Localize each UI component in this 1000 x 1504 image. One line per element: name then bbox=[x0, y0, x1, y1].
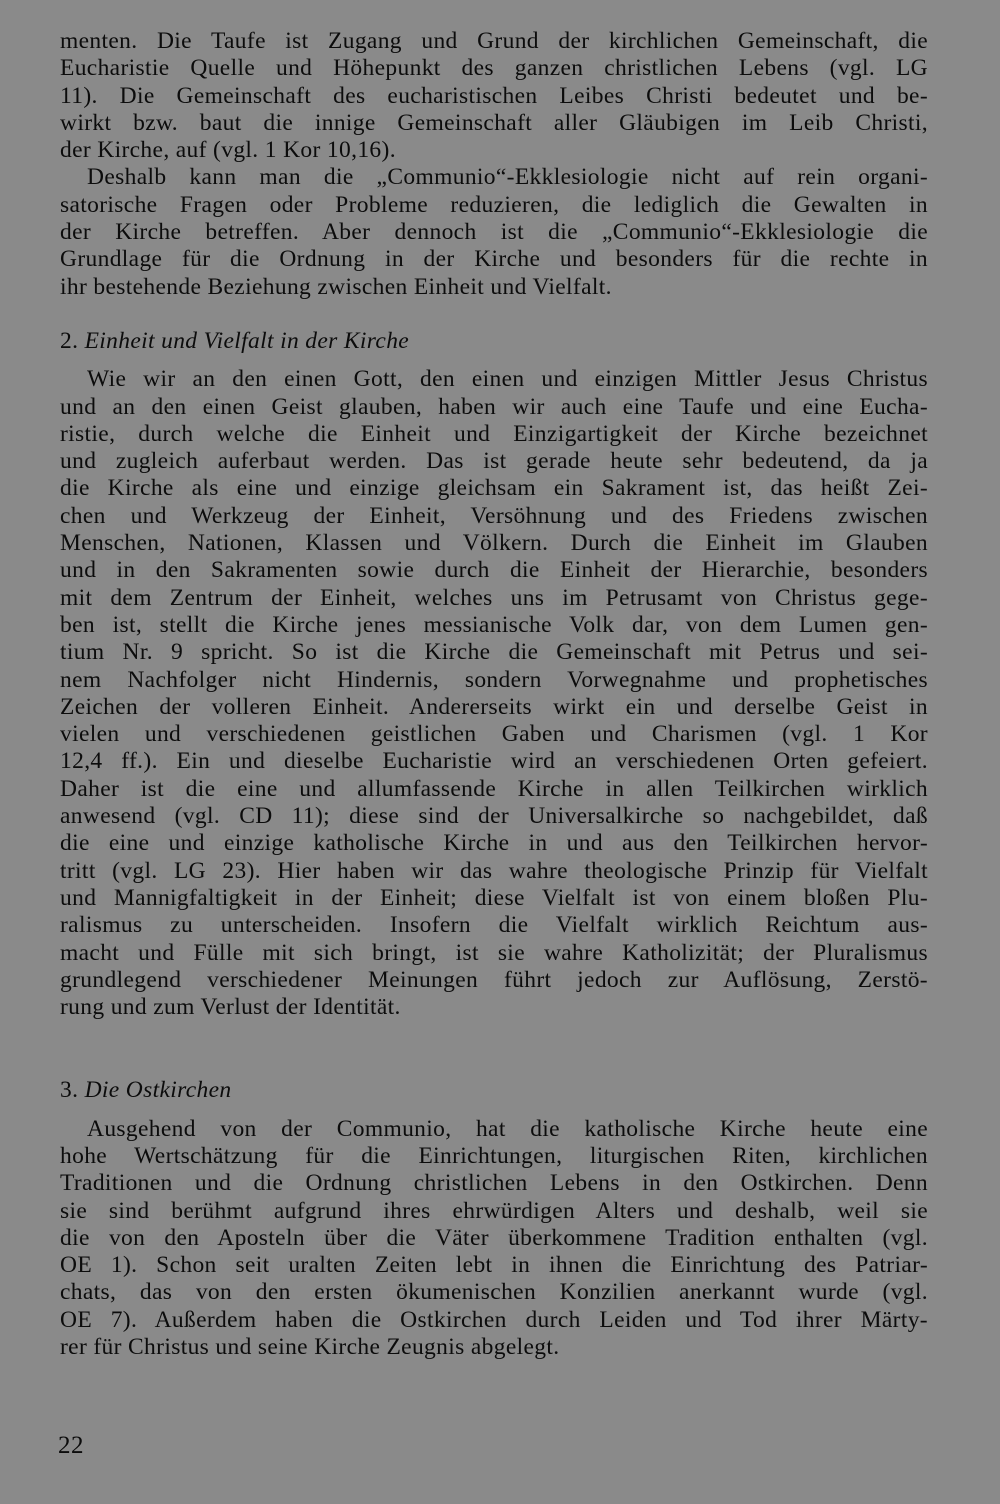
section-gap bbox=[60, 1021, 928, 1077]
intro-paragraph-2 bbox=[60, 164, 928, 300]
section-title: Einheit und Vielfalt in der Kirche bbox=[84, 327, 410, 354]
text-line: sie sind berühmt aufgrund ihres ehrwürdigen Alters und deshalb, weil sie bbox=[60, 1197, 928, 1224]
text-line: Zeichen der volleren Einheit. Andererseits wirkt ein und derselbe Geist in bbox=[60, 693, 928, 720]
section-number: 2. bbox=[60, 327, 79, 354]
text-line: vielen und verschiedenen geistlichen Gaben und Charismen (vgl. 1 Kor bbox=[60, 721, 928, 748]
text-line: der Kirche betreffen. Aber dennoch ist die „Communio“-Ekklesiologie die bbox=[60, 219, 928, 246]
text-line: Ausgehend von der Communio, hat die katholische Kirche heute eine bbox=[87, 1115, 928, 1142]
text-line: mit dem Zentrum der Einheit, welches uns im Petrusamt von Christus gege- bbox=[60, 584, 928, 611]
section-number: 3. bbox=[60, 1077, 79, 1104]
text-line: ristie, durch welche die Einheit und Einzigartigkeit der Kirche bezeichnet bbox=[60, 420, 928, 447]
section-3-paragraph bbox=[60, 1116, 928, 1362]
text-line: Deshalb kann man die „Communio“-Ekklesiologie nicht auf rein organi- bbox=[87, 164, 928, 191]
text-line: hohe Wertschätzung für die Einrichtungen, liturgischen Riten, kirchlichen bbox=[60, 1142, 928, 1169]
text-line: nem Nachfolger nicht Hindernis, sondern Vorwegnahme und prophetisches bbox=[60, 666, 928, 693]
section-3-heading bbox=[60, 1077, 928, 1104]
section-title: Die Ostkirchen bbox=[84, 1077, 232, 1104]
text-line: 12,4 ff.). Ein und dieselbe Eucharistie wird an verschiedenen Orten gefeiert. bbox=[60, 748, 928, 775]
text-line: und an den einen Geist glauben, haben wir auch eine Taufe und eine Eucha- bbox=[60, 393, 928, 420]
text-line: wirkt bzw. baut die innige Gemeinschaft aller Gläubigen im Leib Christi, bbox=[60, 109, 928, 136]
text-line: macht und Fülle mit sich bringt, ist sie wahre Katholizität; der Pluralismus bbox=[60, 939, 928, 966]
text-line: rung und zum Verlust der Identität. bbox=[60, 994, 401, 1021]
text-line: chen und Werkzeug der Einheit, Versöhnung und des Friedens zwischen bbox=[60, 502, 928, 529]
text-line: Menschen, Nationen, Klassen und Völkern. Durch die Einheit im Glauben bbox=[60, 530, 928, 557]
text-line: chats, das von den ersten ökumenischen Konzilien anerkannt wurde (vgl. bbox=[60, 1279, 928, 1306]
text-line: Traditionen und die Ordnung christlichen Lebens in den Ostkirchen. Denn bbox=[60, 1170, 928, 1197]
text-line: Grundlage für die Ordnung in der Kirche und besonders für die rechte in bbox=[60, 246, 928, 273]
section-2-heading bbox=[60, 328, 928, 355]
section-2-paragraph bbox=[60, 366, 928, 1021]
text-line: grundlegend verschiedener Meinungen führt jedoch zur Auflösung, Zerstö- bbox=[60, 966, 928, 993]
text-line: 11). Die Gemeinschaft des eucharistischen Leibes Christi bedeutet und be- bbox=[60, 82, 928, 109]
text-line: Daher ist die eine und allumfassende Kirche in allen Teilkirchen wirklich bbox=[60, 775, 928, 802]
page-body bbox=[60, 28, 928, 1361]
text-line: tium Nr. 9 spricht. So ist die Kirche die Gemeinschaft mit Petrus und sei- bbox=[60, 639, 928, 666]
text-line: und in den Sakramenten sowie durch die Einheit der Hierarchie, besonders bbox=[60, 557, 928, 584]
text-line: Eucharistie Quelle und Höhepunkt des ganzen christlichen Lebens (vgl. LG bbox=[60, 55, 928, 82]
text-line: und Mannigfaltigkeit in der Einheit; diese Vielfalt ist von einem bloßen Plu- bbox=[60, 884, 928, 911]
page-number: 22 bbox=[58, 1432, 84, 1459]
text-line: satorische Fragen oder Probleme reduzieren, die lediglich die Gewalten in bbox=[60, 191, 928, 218]
text-line: anwesend (vgl. CD 11); diese sind der Universalkirche so nachgebildet, daß bbox=[60, 803, 928, 830]
text-line: OE 7). Außerdem haben die Ostkirchen durch Leiden und Tod ihrer Märty- bbox=[60, 1306, 928, 1333]
text-line: menten. Die Taufe ist Zugang und Grund der kirchlichen Gemeinschaft, die bbox=[60, 28, 928, 54]
section-gap bbox=[60, 301, 928, 328]
text-line: rer für Christus und seine Kirche Zeugnis abgelegt. bbox=[60, 1334, 560, 1361]
text-line: der Kirche, auf (vgl. 1 Kor 10,16). bbox=[60, 137, 396, 164]
heading-gap bbox=[60, 1105, 928, 1116]
heading-gap bbox=[60, 355, 928, 366]
text-line: ihr bestehende Beziehung zwischen Einheit und Vielfalt. bbox=[60, 273, 612, 300]
text-line: die eine und einzige katholische Kirche in und aus den Teilkirchen hervor- bbox=[60, 830, 928, 857]
text-line: OE 1). Schon seit uralten Zeiten lebt in ihnen die Einrichtung des Patriar- bbox=[60, 1252, 928, 1279]
text-line: und zugleich auferbaut werden. Das ist gerade heute sehr bedeutend, da ja bbox=[60, 448, 928, 475]
text-line: tritt (vgl. LG 23). Hier haben wir das wahre theologische Prinzip für Vielfalt bbox=[60, 857, 928, 884]
text-line: ralismus zu unterscheiden. Insofern die Vielfalt wirklich Reichtum aus- bbox=[60, 912, 928, 939]
text-line: Wie wir an den einen Gott, den einen und einzigen Mittler Jesus Christus bbox=[87, 366, 928, 393]
text-line: ben ist, stellt die Kirche jenes messianische Volk dar, von dem Lumen gen- bbox=[60, 611, 928, 638]
text-line: die von den Aposteln über die Väter überkommene Tradition enthalten (vgl. bbox=[60, 1224, 928, 1251]
intro-paragraph-1 bbox=[60, 28, 928, 164]
text-line: die Kirche als eine und einzige gleichsam ein Sakrament ist, das heißt Zei- bbox=[60, 475, 928, 502]
